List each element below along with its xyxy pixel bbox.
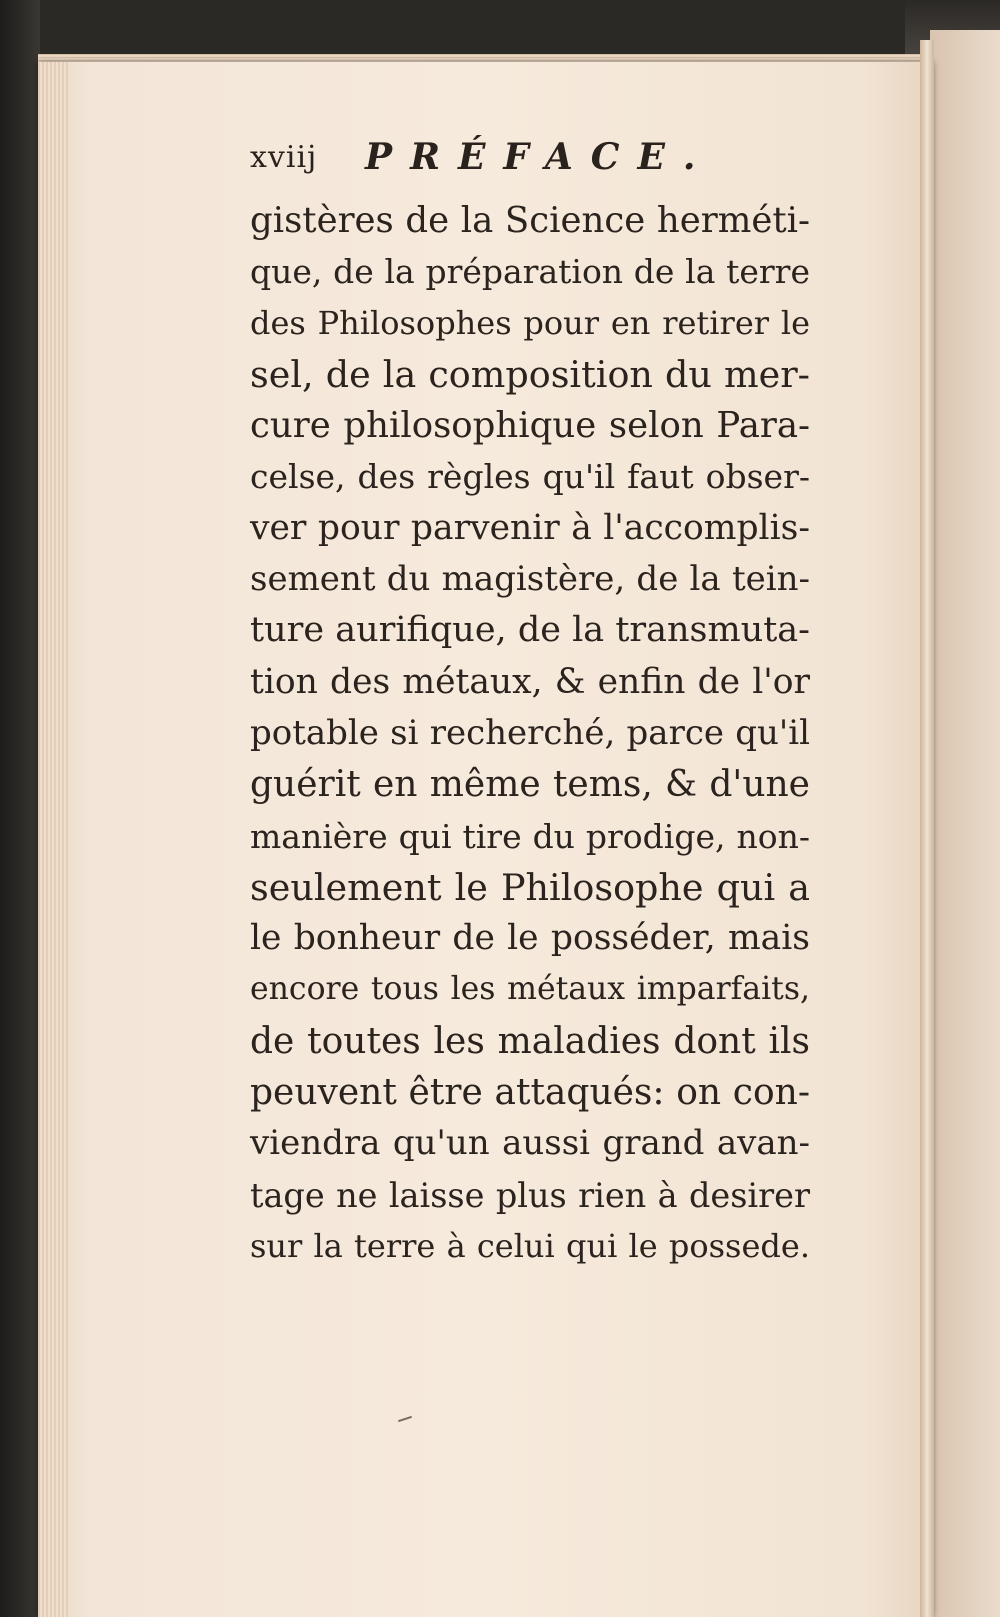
text-line: seulement le Philosophe qui a [250,865,810,909]
body-text [250,195,810,1272]
text-line: de toutes les maladies dont ils [250,1020,810,1062]
text-line: viendra qu'un aussi grand avan- [250,1123,810,1164]
book-spine-shadow [0,0,40,1617]
text-line: sur la terre à celui qui le possede. [250,1226,810,1265]
text-line: guérit en même tems, & d'une [250,764,810,806]
page-header [250,136,850,186]
page-gutter [920,40,934,1617]
text-line: celse, des règles qu'il faut obser- [250,457,810,497]
text-line: cure philosophique selon Para- [250,405,810,447]
text-line: peuvent être attaqués: on con- [250,1072,810,1114]
page-number: xviij [250,140,318,175]
text-line: manière qui tire du prodige, non- [250,816,810,856]
page-side-edges [38,62,68,1617]
text-line: gistères de la Science herméti- [250,200,810,241]
text-line: tion des métaux, & enfin de l'or [250,661,810,702]
text-line: ver pour parvenir à l'accomplis- [250,507,810,548]
text-line: le bonheur de le posséder, mais [250,918,810,959]
text-line: sel, de la composition du mer- [250,352,810,396]
text-line: sement du magistère, de la tein- [250,559,810,600]
text-line: encore tous les métaux imparfaits, [250,971,810,1008]
facing-page-edge [930,30,1000,1617]
text-line: potable si recherché, parce qu'il [250,712,810,753]
running-title: PRÉFACE. [365,136,714,178]
text-line: ture aurifique, de la transmuta- [250,610,810,651]
text-line: tage ne laisse plus rien à desirer [250,1175,810,1215]
text-line: que, de la préparation de la terre [250,252,810,292]
text-line: des Philosophes pour en retirer le [250,303,810,342]
